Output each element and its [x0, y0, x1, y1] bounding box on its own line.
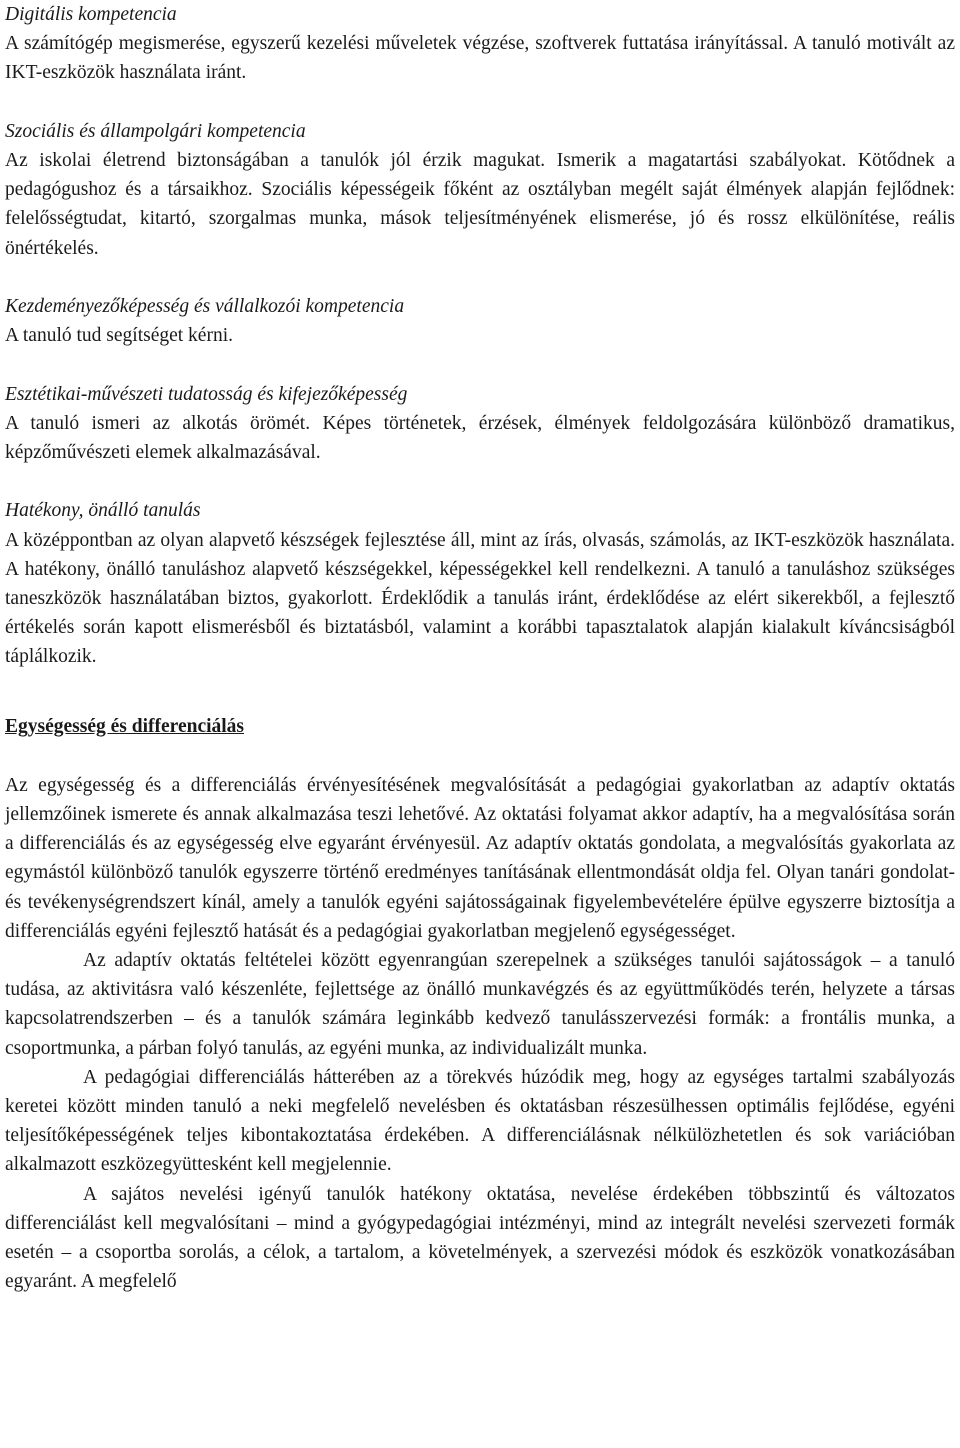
chapter-heading: Egységesség és differenciálás: [5, 715, 245, 737]
body-paragraph: Az adaptív oktatás feltételei között egyenrangúan szerepelnek a szükséges tanulói sajátosságok – a tanuló tudása, az aktivitásra való készenléte, fejlettsége az önálló munkavégzés és az együttműködés terén, helyzete a társas kapcsolatrendszerben – és a tanulók számára leginkább kedvező tanulásszervezési formák: a frontális munka, a csoportmunka, a párban folyó tanulás, az egyéni munka, az individualizált munka.: [5, 950, 955, 1059]
body-paragraph: Az egységesség és a differenciálás érvényesítésének megvalósítását a pedagógiai gyakorlatban az adaptív oktatás jellemzőinek ismerete és annak alkalmazása teszi lehetővé. Az oktatási folyamat akkor adaptív, ha a megvalósítása során a differenciálás és az egységesség elve egyaránt érvényesül. Az adaptív oktatás gondolata, a megvalósítás gyakorlata az egymástól különböző tanulók egyszerre történő eredményes tanításának ellentmondását oldja fel. Olyan tanári gondolat- és tevékenységrendszert kínál, amely a tanulók egyéni sajátosságainak figyelembevételére épülve egyszerre biztosítja a differenciálás egyéni fejlesztő hatását és a pedagógiai gyakorlatban megjelenő egységességet.: [5, 774, 955, 942]
section-body: A középpontban az olyan alapvető készségek fejlesztése áll, mint az írás, olvasás, számolás, az IKT-eszközök használata. A hatékony, önálló tanuláshoz alapvető készségekkel, képességekkel kell rendelkezni. A tanuló a tanuláshoz szükséges taneszközök használatában biztos, gyakorlott. Érdeklődik a tanulás iránt, érdeklődése az elért sikerekből, a fejlesztő értékelés során kapott elismerésből és biztatásból, valamint a korábbi tapasztalatok alapján kialakult kíváncsiságból táplálkozik.: [5, 529, 955, 668]
section-body: A tanuló ismeri az alkotás örömét. Képes történetek, érzések, élmények feldolgozására különböző dramatikus, képzőművészeti elemek alkalmazásával.: [5, 412, 955, 463]
section-social-competence: [5, 117, 955, 263]
section-title: Hatékony, önálló tanulás: [5, 500, 201, 522]
body-paragraph: A pedagógiai differenciálás hátterében az a törekvés húzódik meg, hogy az egységes tartalmi szabályozás keretei között minden tanuló a neki megfelelő nevelésben és oktatásban részesülhessen optimális fejlődése, egyéni teljesítőképességének teljes kibontakoztatása érdekében. A differenciálásnak nélkülözhetetlen és sok variációban alkalmazott eszközegyüttesként kell megjelennie.: [5, 1066, 955, 1176]
section-body: Az iskolai életrend biztonságában a tanulók jól érzik magukat. Ismerik a magatartási szabályokat. Kötődnek a pedagógushoz és a társaikhoz. Szociális képességeik főként az osztályban megélt saját élmények alapján fejlődnek: felelősségtudat, kitartó, szorgalmas munka, mások teljesítményének elismerése, jó és rossz elkülönítése, reális önértékelés.: [5, 150, 955, 259]
section-effective-learning: [5, 496, 955, 671]
body-paragraph: A sajátos nevelési igényű tanulók hatékony oktatása, nevelése érdekében többszintű és változatos differenciálást kell megvalósítani – mind a gyógypedagógiai intézményi, mind az integrált nevelési szervezeti formák esetén – a csoportba sorolás, a célok, a tartalom, a követelmények, a szervezési módok és eszközök vonatkozásában egyaránt. A megfelelő: [5, 1183, 955, 1293]
section-title: Digitális kompetencia: [5, 4, 177, 25]
section-title: Kezdeményezőképesség és vállalkozói kompetencia: [5, 296, 405, 317]
section-initiative-competence: [5, 292, 955, 350]
section-title: Esztétikai-művészeti tudatosság és kifejezőképesség: [5, 383, 408, 405]
spacer: [5, 350, 955, 379]
section-digital-competence: [5, 0, 955, 88]
spacer: [5, 467, 955, 496]
spacer: [5, 88, 955, 117]
section-aesthetic-awareness: [5, 380, 955, 468]
section-body: A számítógép megismerése, egyszerű kezelési műveletek végzése, szoftverek futtatása irányítással. A tanuló motivált az IKT-eszközök használata iránt.: [5, 33, 955, 84]
spacer: [5, 263, 955, 292]
section-title: Szociális és állampolgári kompetencia: [5, 120, 306, 142]
document-page: [5, 0, 955, 1296]
section-body: A tanuló tud segítséget kérni.: [5, 325, 234, 347]
